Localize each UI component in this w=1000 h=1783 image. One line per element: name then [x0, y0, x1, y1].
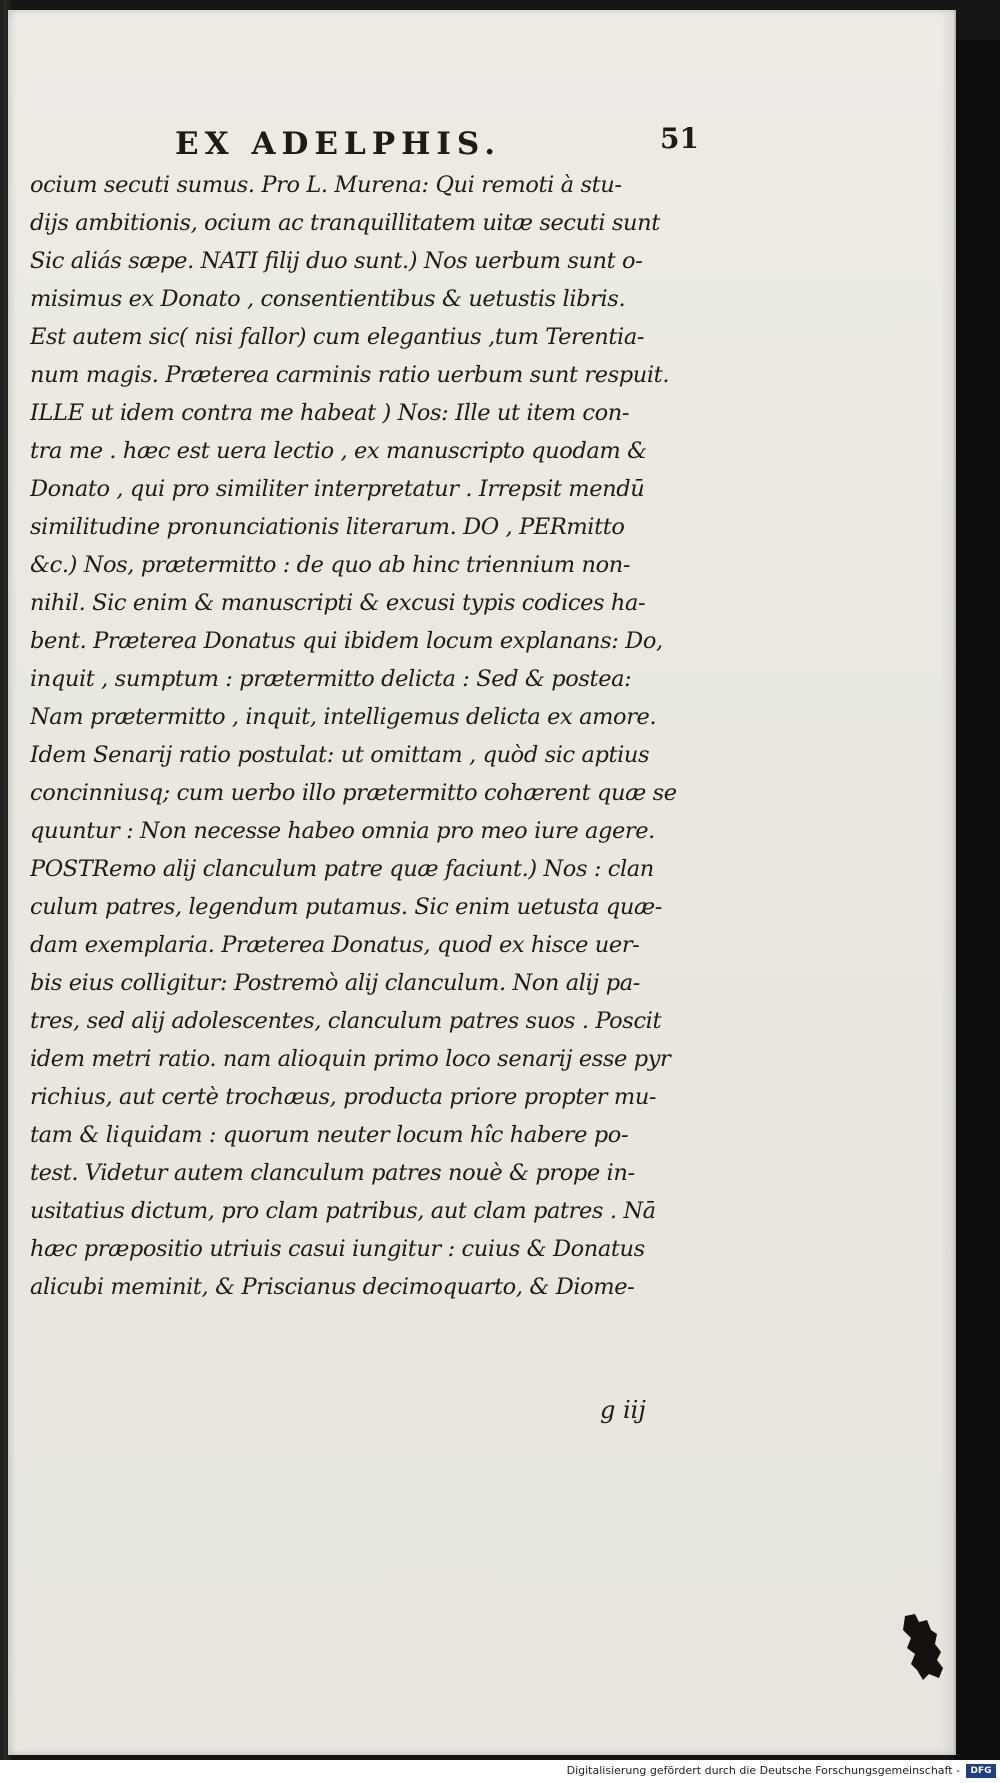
body-text [30, 166, 730, 1306]
text-line: tra me . hæc est uera lectio , ex manuscripto quodam & [30, 438, 647, 464]
text-line: tres, sed alij adolescentes, clanculum patres suos . Poscit [30, 1008, 662, 1034]
text-line: num magis. Præterea carminis ratio uerbum sunt respuit. [30, 362, 670, 388]
text-line: dijs ambitionis, ocium ac tranquillitatem uitæ secuti sunt [30, 210, 660, 236]
text-line: concinniusq; cum uerbo illo prætermitto cohærent quæ se [30, 780, 677, 806]
text-line: ocium secuti sumus. Pro L. Murena: Qui remoti à stu- [30, 172, 622, 198]
text-line: inquit , sumptum : prætermitto delicta : Sed & postea: [30, 666, 632, 692]
text-line: dam exemplaria. Præterea Donatus, quod ex hisce uer- [30, 932, 640, 958]
text-line: tam & liquidam : quorum neuter locum hîc habere po- [30, 1122, 629, 1148]
text-line: Sic aliás sæpe. NATI filij duo sunt.) Nos uerbum sunt o- [30, 248, 643, 274]
signature-mark: g iij [600, 1396, 646, 1424]
running-head: EX ADELPHIS. [175, 126, 502, 162]
paper-damage-blot [897, 1612, 945, 1682]
text-line: alicubi meminit, & Priscianus decimoquarto, & Diome- [30, 1274, 635, 1300]
text-line: &c.) Nos, prætermitto : de quo ab hinc triennium non- [30, 552, 631, 578]
text-line: usitatius dictum, pro clam patribus, aut clam patres . Nā [30, 1198, 656, 1224]
text-line: test. Videtur autem clanculum patres nouè & prope in- [30, 1160, 635, 1186]
text-line: POSTRemo alij clanculum patre quæ faciunt.) Nos : clan [30, 856, 654, 882]
text-line: hæc præpositio utriuis casui iungitur : cuius & Donatus [30, 1236, 645, 1262]
text-line: Donato , qui pro similiter interpretatur . Irrepsit mendū [30, 476, 645, 502]
folio-number: 51 [660, 122, 699, 155]
text-line: culum patres, legendum putamus. Sic enim uetusta quæ- [30, 894, 662, 920]
text-line: bent. Præterea Donatus qui ibidem locum explanans: Do, [30, 628, 663, 654]
text-line: similitudine pronunciationis literarum. DO , PERmitto [30, 514, 625, 540]
text-line: quuntur : Non necesse habeo omnia pro meo iure agere. [30, 818, 655, 844]
scan-dark-edge [954, 40, 1000, 1760]
text-line: Nam prætermitto , inquit, intelligemus delicta ex amore. [30, 704, 657, 730]
dfg-logo-icon: DFG [966, 1764, 996, 1778]
text-line: ILLE ut idem contra me habeat ) Nos: Ille ut item con- [30, 400, 630, 426]
text-line: bis eius colligitur: Postremò alij clanculum. Non alij pa- [30, 970, 640, 996]
text-line: nihil. Sic enim & manuscripti & excusi typis codices ha- [30, 590, 646, 616]
text-line: Est autem sic( nisi fallor) cum elegantius ,tum Terentia- [30, 324, 645, 350]
text-line: idem metri ratio. nam alioquin primo loco senarij esse pyr [30, 1046, 671, 1072]
text-line: misimus ex Donato , consentientibus & uetustis libris. [30, 286, 626, 312]
text-line: Idem Senarij ratio postulat: ut omittam , quòd sic aptius [30, 742, 650, 768]
text-line: richius, aut certè trochæus, producta priore propter mu- [30, 1084, 657, 1110]
footer-credit: Digitalisierung gefördert durch die Deutsche Forschungsgemeinschaft - [566, 1764, 960, 1777]
digitization-footer [0, 1760, 1000, 1783]
